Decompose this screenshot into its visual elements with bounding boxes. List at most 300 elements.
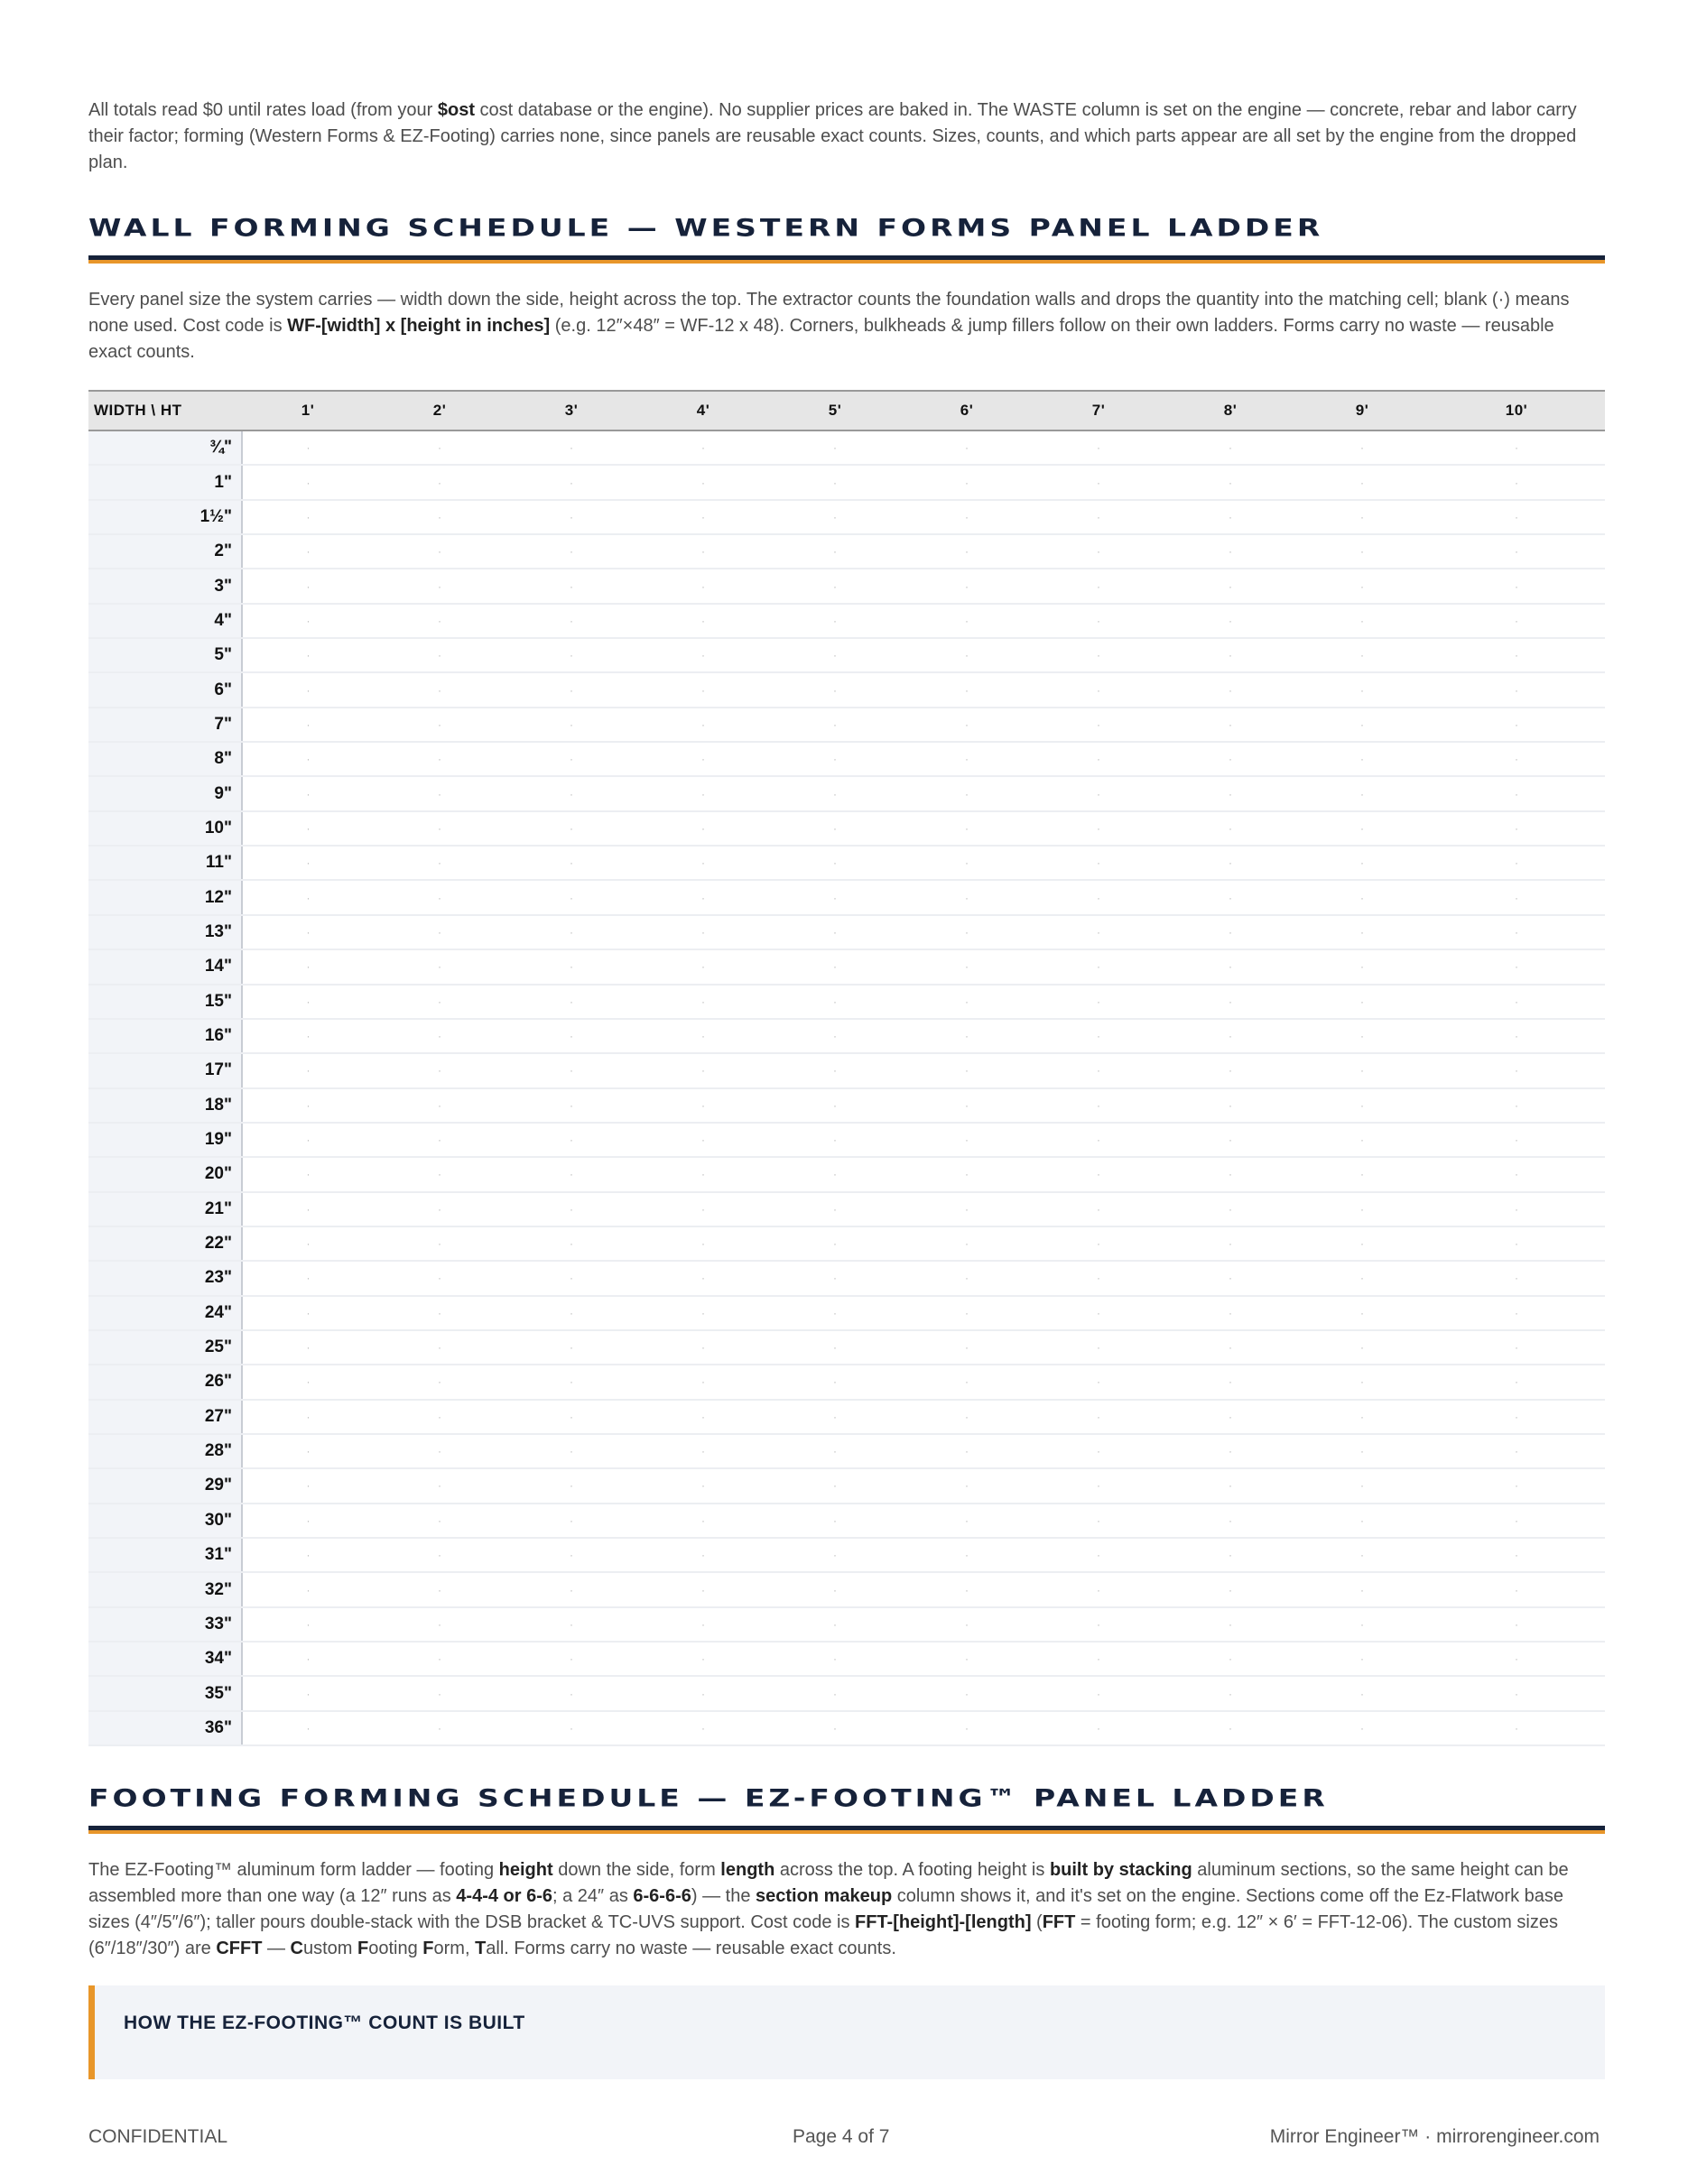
quantity-cell: · [1164,1157,1296,1191]
quantity-cell: · [505,708,637,742]
quantity-cell: · [637,1711,769,1745]
quantity-cell: · [374,604,505,638]
table-row [88,776,1605,810]
quantity-cell: · [242,985,374,1019]
row-header-width: ¾" [88,430,242,465]
quantity-cell: · [1033,1468,1164,1503]
table-row [88,1676,1605,1710]
row-header-width: 31" [88,1538,242,1572]
quantity-cell: · [1033,1607,1164,1642]
row-header-width: 3" [88,569,242,603]
table-row [88,1434,1605,1468]
quantity-cell: · [1428,672,1605,707]
quantity-cell: · [901,1261,1033,1295]
quantity-cell: · [637,569,769,603]
quantity-cell: · [1164,1711,1296,1745]
quantity-cell: · [374,985,505,1019]
quantity-cell: · [1164,465,1296,499]
quantity-cell: · [769,500,901,534]
quantity-cell: · [1033,1053,1164,1087]
quantity-cell: · [374,1226,505,1261]
quantity-cell: · [505,1123,637,1157]
quantity-cell: · [1428,1088,1605,1123]
quantity-cell: · [374,465,505,499]
quantity-cell: · [1164,1261,1296,1295]
quantity-cell: · [1164,1296,1296,1330]
quantity-cell: · [505,1468,637,1503]
footing-text: ; a 24″ as [552,1886,634,1906]
quantity-cell: · [1296,1642,1428,1676]
row-header-width: 5" [88,638,242,672]
quantity-cell: · [901,534,1033,569]
quantity-cell: · [1428,1607,1605,1642]
table-row [88,604,1605,638]
footer-page-number: Page 4 of 7 [793,2126,890,2147]
quantity-cell: · [242,430,374,465]
wall-text-1: Every panel size the system carries — width down the side, height across the top. The extractor counts the foundation walls and drops the quantity into the matching cell; blank (·) means none used. Cost code is [88,290,1570,336]
quantity-cell: · [769,1192,901,1226]
quantity-cell: · [1296,638,1428,672]
footing-text: orm, [433,1939,476,1958]
quantity-cell: · [374,1053,505,1087]
wall-panel-ladder-table [88,390,1605,1746]
quantity-cell: · [1033,985,1164,1019]
column-header: 5' [769,391,901,430]
quantity-cell: · [901,1330,1033,1365]
quantity-cell: · [1296,465,1428,499]
quantity-cell: · [769,880,901,914]
quantity-cell: · [1428,1400,1605,1434]
quantity-cell: · [1296,1572,1428,1606]
quantity-cell: · [637,672,769,707]
quantity-cell: · [1164,569,1296,603]
row-header-width: 6" [88,672,242,707]
quantity-cell: · [1164,1053,1296,1087]
quantity-cell: · [505,811,637,846]
quantity-cell: · [769,1572,901,1606]
table-row [88,915,1605,949]
quantity-cell: · [242,1711,374,1745]
quantity-cell: · [769,604,901,638]
quantity-cell: · [1033,1330,1164,1365]
quantity-cell: · [1033,1538,1164,1572]
quantity-cell: · [1428,1192,1605,1226]
quantity-cell: · [505,880,637,914]
footing-title-rule [88,1826,1605,1834]
footing-bold-term: FFT-[height]-[length] [855,1912,1032,1932]
column-header: 2' [374,391,505,430]
quantity-cell: · [1164,1572,1296,1606]
column-header: 7' [1033,391,1164,430]
quantity-cell: · [637,1088,769,1123]
row-header-width: 18" [88,1088,242,1123]
quantity-cell: · [769,949,901,984]
quantity-cell: · [1428,776,1605,810]
quantity-cell: · [1296,1538,1428,1572]
quantity-cell: · [1033,1504,1164,1538]
row-header-width: 12" [88,880,242,914]
quantity-cell: · [637,949,769,984]
table-row [88,1572,1605,1606]
row-header-width: 8" [88,742,242,776]
quantity-cell: · [242,1400,374,1434]
quantity-cell: · [1164,949,1296,984]
quantity-cell: · [1296,534,1428,569]
quantity-cell: · [637,742,769,776]
footing-text: ooting [368,1939,423,1958]
quantity-cell: · [637,1261,769,1295]
quantity-cell: · [901,1607,1033,1642]
table-row [88,1192,1605,1226]
quantity-cell: · [242,500,374,534]
quantity-cell: · [1164,708,1296,742]
quantity-cell: · [1033,430,1164,465]
quantity-cell: · [1033,1157,1164,1191]
quantity-cell: · [242,1019,374,1053]
quantity-cell: · [1296,1157,1428,1191]
quantity-cell: · [505,1572,637,1606]
row-header-width: 19" [88,1123,242,1157]
table-header-row [88,391,1605,430]
quantity-cell: · [637,915,769,949]
quantity-cell: · [242,1226,374,1261]
quantity-cell: · [242,1330,374,1365]
quantity-cell: · [1033,811,1164,846]
quantity-cell: · [1033,638,1164,672]
quantity-cell: · [769,672,901,707]
quantity-cell: · [637,1019,769,1053]
quantity-cell: · [242,1192,374,1226]
quantity-cell: · [1033,1088,1164,1123]
quantity-cell: · [769,811,901,846]
quantity-cell: · [505,1019,637,1053]
quantity-cell: · [769,1330,901,1365]
quantity-cell: · [769,985,901,1019]
quantity-cell: · [637,604,769,638]
quantity-cell: · [374,1642,505,1676]
quantity-cell: · [901,1157,1033,1191]
quantity-cell: · [242,949,374,984]
quantity-cell: · [637,500,769,534]
quantity-cell: · [242,1642,374,1676]
quantity-cell: · [1164,1607,1296,1642]
quantity-cell: · [769,708,901,742]
quantity-cell: · [242,1504,374,1538]
quantity-cell: · [1296,430,1428,465]
table-row [88,1365,1605,1399]
quantity-cell: · [901,569,1033,603]
quantity-cell: · [374,672,505,707]
quantity-cell: · [505,1088,637,1123]
table-row [88,1607,1605,1642]
table-row [88,1053,1605,1087]
quantity-cell: · [1296,1365,1428,1399]
footing-text: ( [1031,1912,1043,1932]
quantity-cell: · [242,1261,374,1295]
quantity-cell: · [1164,1192,1296,1226]
quantity-cell: · [1033,1261,1164,1295]
quantity-cell: · [1033,1192,1164,1226]
table-row [88,1468,1605,1503]
quantity-cell: · [901,1365,1033,1399]
intro-text-2: cost database or the engine). No supplier prices are baked in. The WASTE column is set on the engine — concrete, rebar and labor carry their factor; forming (Western Forms & EZ-Footing) carries none, since panels are reusable exact counts. Sizes, counts, and which parts appear are all set by the engine from the dropped plan. [88,100,1577,172]
quantity-cell: · [1033,500,1164,534]
table-row [88,1157,1605,1191]
row-header-width: 36" [88,1711,242,1745]
table-row [88,569,1605,603]
quantity-cell: · [505,1365,637,1399]
quantity-cell: · [1428,1642,1605,1676]
quantity-cell: · [1428,1468,1605,1503]
quantity-cell: · [769,1434,901,1468]
quantity-cell: · [1296,1468,1428,1503]
row-header-width: 32" [88,1572,242,1606]
quantity-cell: · [505,1711,637,1745]
quantity-cell: · [1296,949,1428,984]
quantity-cell: · [1164,604,1296,638]
quantity-cell: · [637,1365,769,1399]
quantity-cell: · [242,1053,374,1087]
quantity-cell: · [1164,430,1296,465]
quantity-cell: · [1428,534,1605,569]
table-row [88,430,1605,465]
quantity-cell: · [901,1538,1033,1572]
quantity-cell: · [769,1642,901,1676]
row-header-width: 1½" [88,500,242,534]
wall-cost-code: WF-[width] x [height in inches] [287,316,551,336]
quantity-cell: · [242,1676,374,1710]
quantity-cell: · [1033,915,1164,949]
quantity-cell: · [242,776,374,810]
quantity-cell: · [1164,811,1296,846]
quantity-cell: · [901,1642,1033,1676]
row-header-width: 14" [88,949,242,984]
quantity-cell: · [1296,1053,1428,1087]
footing-section-title: FOOTING FORMING SCHEDULE — EZ-FOOTING™ PANEL LADDER [88,1783,1329,1812]
quantity-cell: · [242,1157,374,1191]
quantity-cell: · [901,985,1033,1019]
quantity-cell: · [637,1676,769,1710]
table-row [88,1261,1605,1295]
footing-text: ustom [302,1939,358,1958]
quantity-cell: · [1033,846,1164,880]
quantity-cell: · [1164,1226,1296,1261]
wall-text-2: (e.g. 12″×48″ = WF-12 x 48). Corners, bulkheads & jump fillers follow on their own ladders. Forms carry no waste — reusable exact counts. [88,316,1554,362]
table-row [88,1711,1605,1745]
quantity-cell: · [1428,569,1605,603]
quantity-cell: · [374,1676,505,1710]
quantity-cell: · [374,880,505,914]
quantity-cell: · [1033,1676,1164,1710]
quantity-cell: · [1296,1676,1428,1710]
quantity-cell: · [901,742,1033,776]
table-row [88,1538,1605,1572]
table-row [88,1019,1605,1053]
quantity-cell: · [1296,1296,1428,1330]
quantity-cell: · [374,949,505,984]
quantity-cell: · [1428,1019,1605,1053]
quantity-cell: · [901,1192,1033,1226]
quantity-cell: · [374,1400,505,1434]
quantity-cell: · [505,604,637,638]
quantity-cell: · [1296,1192,1428,1226]
quantity-cell: · [1033,742,1164,776]
quantity-cell: · [374,430,505,465]
quantity-cell: · [242,1607,374,1642]
quantity-cell: · [374,742,505,776]
quantity-cell: · [637,811,769,846]
quantity-cell: · [242,1572,374,1606]
quantity-cell: · [1296,880,1428,914]
quantity-cell: · [1164,880,1296,914]
quantity-cell: · [1164,1642,1296,1676]
quantity-cell: · [1296,811,1428,846]
quantity-cell: · [901,1088,1033,1123]
row-header-width: 13" [88,915,242,949]
quantity-cell: · [1164,672,1296,707]
quantity-cell: · [769,1607,901,1642]
quantity-cell: · [505,638,637,672]
quantity-cell: · [637,708,769,742]
quantity-cell: · [505,534,637,569]
quantity-cell: · [901,1019,1033,1053]
row-header-width: 26" [88,1365,242,1399]
quantity-cell: · [769,430,901,465]
quantity-cell: · [374,569,505,603]
quantity-cell: · [374,708,505,742]
quantity-cell: · [1428,708,1605,742]
quantity-cell: · [1296,604,1428,638]
quantity-cell: · [1428,949,1605,984]
row-header-width: 17" [88,1053,242,1087]
footing-text: = footing form; e.g. 12″ × 6′ = FFT-12-06). The custom sizes (6″/18″/30″) are [88,1912,1558,1958]
quantity-cell: · [242,1088,374,1123]
table-row [88,742,1605,776]
row-header-width: 11" [88,846,242,880]
wall-section-title: WALL FORMING SCHEDULE — WESTERN FORMS PANEL LADDER [88,213,1324,242]
quantity-cell: · [901,1504,1033,1538]
table-row [88,1330,1605,1365]
column-header: 1' [242,391,374,430]
quantity-cell: · [901,672,1033,707]
quantity-cell: · [374,500,505,534]
row-header-width: 27" [88,1400,242,1434]
quantity-cell: · [1428,638,1605,672]
table-row [88,846,1605,880]
footing-bold-term: 6-6-6-6 [633,1886,691,1906]
intro-paragraph [88,97,1596,176]
footing-text: across the top. A footing height is [774,1860,1050,1880]
quantity-cell: · [505,1053,637,1087]
quantity-cell: · [1296,1330,1428,1365]
quantity-cell: · [1033,1572,1164,1606]
row-header-width: 22" [88,1226,242,1261]
quantity-cell: · [505,1504,637,1538]
quantity-cell: · [901,1123,1033,1157]
quantity-cell: · [1428,811,1605,846]
quantity-cell: · [1033,1642,1164,1676]
quantity-cell: · [1296,742,1428,776]
quantity-cell: · [901,811,1033,846]
quantity-cell: · [242,811,374,846]
ez-footing-callout [88,1985,1605,2079]
quantity-cell: · [1164,534,1296,569]
quantity-cell: · [1164,742,1296,776]
table-row [88,949,1605,984]
footing-bold-term: C [290,1939,303,1958]
table-row [88,1642,1605,1676]
quantity-cell: · [1033,1711,1164,1745]
wall-description [88,287,1598,366]
footing-description [88,1857,1598,1962]
quantity-cell: · [374,1192,505,1226]
quantity-cell: · [505,569,637,603]
quantity-cell: · [1428,500,1605,534]
footing-text: aluminum sections, so the same height can be assembled more than one way (a 12″ runs as [88,1860,1569,1906]
quantity-cell: · [769,1676,901,1710]
table-row [88,1504,1605,1538]
quantity-cell: · [1033,1226,1164,1261]
row-header-width: 2" [88,534,242,569]
quantity-cell: · [637,1192,769,1226]
quantity-cell: · [1033,604,1164,638]
quantity-cell: · [1428,742,1605,776]
quantity-cell: · [505,1400,637,1434]
row-header-width: 9" [88,776,242,810]
quantity-cell: · [505,1226,637,1261]
quantity-cell: · [637,638,769,672]
quantity-cell: · [505,949,637,984]
quantity-cell: · [769,1296,901,1330]
quantity-cell: · [901,1572,1033,1606]
quantity-cell: · [637,1538,769,1572]
quantity-cell: · [1164,1365,1296,1399]
quantity-cell: · [1428,1676,1605,1710]
quantity-cell: · [1296,1400,1428,1434]
quantity-cell: · [1428,1226,1605,1261]
quantity-cell: · [901,1468,1033,1503]
quantity-cell: · [1164,846,1296,880]
table-row [88,534,1605,569]
quantity-cell: · [374,1607,505,1642]
quantity-cell: · [637,1504,769,1538]
quantity-cell: · [505,742,637,776]
quantity-cell: · [505,776,637,810]
quantity-cell: · [769,638,901,672]
quantity-cell: · [1296,672,1428,707]
quantity-cell: · [1164,1088,1296,1123]
row-header-width: 10" [88,811,242,846]
quantity-cell: · [242,1296,374,1330]
quantity-cell: · [1164,1676,1296,1710]
quantity-cell: · [769,569,901,603]
quantity-cell: · [242,604,374,638]
quantity-cell: · [374,1365,505,1399]
row-header-width: 16" [88,1019,242,1053]
intro-bold-cost: $ost [437,100,475,120]
table-row [88,1400,1605,1434]
quantity-cell: · [1428,846,1605,880]
quantity-cell: · [374,1504,505,1538]
quantity-cell: · [901,949,1033,984]
quantity-cell: · [901,708,1033,742]
column-header: 4' [637,391,769,430]
footing-bold-term: F [422,1939,434,1958]
table-row [88,985,1605,1019]
quantity-cell: · [1296,1019,1428,1053]
quantity-cell: · [242,1538,374,1572]
quantity-cell: · [1296,708,1428,742]
